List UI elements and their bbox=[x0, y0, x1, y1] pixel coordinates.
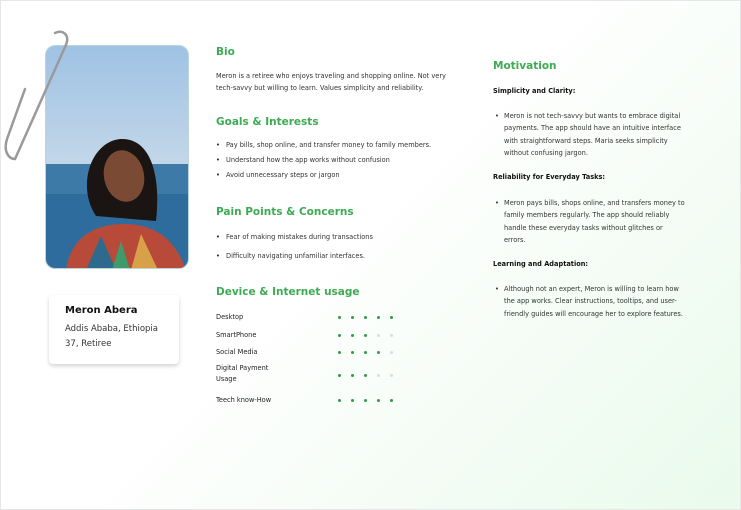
rating-dot-empty bbox=[377, 374, 380, 377]
bio-heading: Bio bbox=[216, 46, 235, 58]
list-item: • Avoid unnecessary steps or jargon bbox=[216, 171, 431, 179]
motivation-text: • Although not an expert, Meron is willing to learn how the app works. Clear instructions, tooltips, and user-friendly guides will encourage her to explore features. bbox=[495, 283, 685, 320]
list-item: • Understand how the app works without confusion bbox=[216, 156, 431, 164]
list-item: • Difficulty navigating unfamiliar interfaces. bbox=[216, 252, 373, 260]
usage-rating bbox=[338, 374, 393, 377]
rating-dot-empty bbox=[377, 334, 380, 337]
rating-dot-filled bbox=[364, 374, 367, 377]
rating-dot-filled bbox=[351, 374, 354, 377]
rating-dot-filled bbox=[390, 399, 393, 402]
usage-label: Digital Payment Usage bbox=[216, 364, 269, 383]
motivation-subheading: Learning and Adaptation: bbox=[493, 260, 589, 268]
rating-dot-filled bbox=[338, 374, 341, 377]
usage-label: SmartPhone bbox=[216, 331, 257, 339]
motivation-text: • Meron is not tech-savvy but wants to embrace digital payments. The app should have an intuitive interface with straightforward steps. Maria seeks simplicity without confusing jargon. bbox=[495, 110, 685, 159]
rating-dot-filled bbox=[364, 334, 367, 337]
rating-dot-filled bbox=[377, 316, 380, 319]
usage-label: Social Media bbox=[216, 348, 258, 356]
rating-dot-filled bbox=[338, 316, 341, 319]
motivation-subheading: Simplicity and Clarity: bbox=[493, 87, 576, 95]
rating-dot-filled bbox=[364, 351, 367, 354]
goals-heading: Goals & Interests bbox=[216, 116, 319, 128]
usage-label: Teech know-How bbox=[216, 396, 272, 404]
profile-card bbox=[49, 295, 179, 364]
pain-heading: Pain Points & Concerns bbox=[216, 206, 354, 218]
rating-dot-filled bbox=[390, 316, 393, 319]
rating-dot-filled bbox=[377, 399, 380, 402]
profile-name: Meron Abera bbox=[65, 305, 138, 316]
paperclip-icon bbox=[1, 19, 76, 174]
usage-rating bbox=[338, 316, 393, 319]
rating-dot-filled bbox=[338, 351, 341, 354]
rating-dot-filled bbox=[351, 351, 354, 354]
profile-location: Addis Ababa, Ethiopia bbox=[65, 324, 158, 334]
rating-dot-filled bbox=[338, 399, 341, 402]
pain-list bbox=[216, 233, 373, 260]
rating-dot-empty bbox=[390, 351, 393, 354]
motivation-heading: Motivation bbox=[493, 60, 557, 72]
usage-heading: Device & Internet usage bbox=[216, 286, 360, 298]
usage-rating bbox=[338, 351, 393, 354]
rating-dot-filled bbox=[377, 351, 380, 354]
usage-rating bbox=[338, 399, 393, 402]
rating-dot-filled bbox=[351, 334, 354, 337]
list-item: • Pay bills, shop online, and transfer money to family members. bbox=[216, 141, 431, 149]
rating-dot-filled bbox=[364, 316, 367, 319]
goals-list bbox=[216, 141, 431, 179]
rating-dot-filled bbox=[351, 316, 354, 319]
rating-dot-empty bbox=[390, 374, 393, 377]
usage-label: Desktop bbox=[216, 313, 244, 321]
bio-text: Meron is a retiree who enjoys traveling and shopping online. Not very tech-savvy but willing to learn. Values simplicity and reliability. bbox=[216, 72, 446, 92]
rating-dot-filled bbox=[364, 399, 367, 402]
motivation-subheading: Reliability for Everyday Tasks: bbox=[493, 173, 606, 181]
motivation-text: • Meron pays bills, shops online, and transfers money to family members regularly. The app should reliably handle these everyday tasks without glitches or errors. bbox=[495, 197, 685, 246]
list-item: • Fear of making mistakes during transactions bbox=[216, 233, 373, 241]
usage-rating bbox=[338, 334, 393, 337]
rating-dot-filled bbox=[351, 399, 354, 402]
profile-age-role: 37, Retiree bbox=[65, 339, 112, 349]
rating-dot-filled bbox=[338, 334, 341, 337]
rating-dot-empty bbox=[390, 334, 393, 337]
